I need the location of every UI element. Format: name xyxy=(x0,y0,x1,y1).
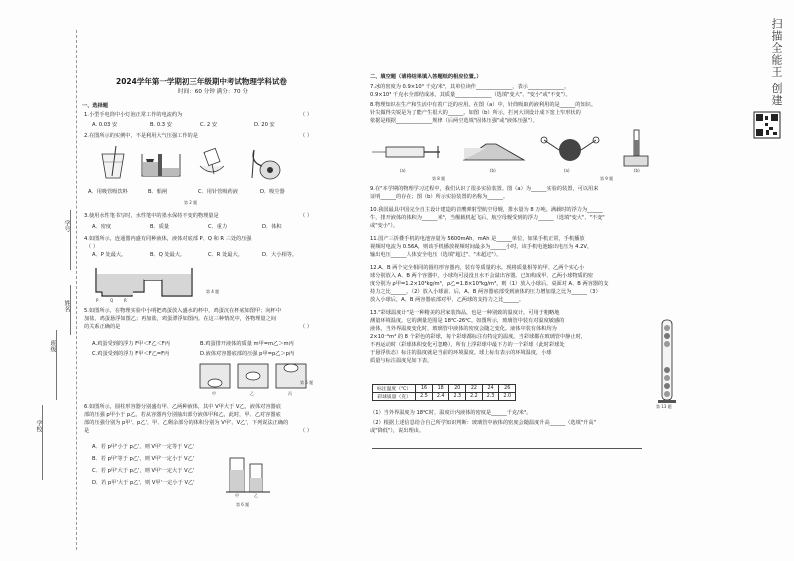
blank-line xyxy=(70,285,71,335)
point-label-p: P xyxy=(96,298,99,303)
section-heading: 二、填空题（请将结果填入答题纸的相应位置。） xyxy=(370,74,482,80)
temperature-mass-table xyxy=(372,384,516,401)
option-d: D．体积 xyxy=(262,224,282,230)
question-5-line: 加盐，鸡蛋悬浮如图乙；再加盐，鸡蛋漂浮如图丙。在这三种情况中，各物理量之间 xyxy=(84,316,276,322)
cup-label-jia: 甲 xyxy=(212,391,216,396)
question-10: 10.我国最具中国完全自主设计建造的首艘弹射型航空母舰，排水量为 8 万吨。满载时的浮力为______ xyxy=(370,207,603,213)
answer-line xyxy=(372,448,642,449)
question-3: 3.使用水性笔书写时，水性笔中的墨水保持不变的物理量是 xyxy=(84,213,219,219)
table-header-cell: 22 xyxy=(466,385,483,393)
question-13-part-1: （1）当外界温度为 18℃时，温度计内液体的密度是______千克/米³。 xyxy=(370,410,532,416)
blank-line xyxy=(42,405,43,480)
subfigure-label: (a) xyxy=(564,168,570,173)
galileo-thermometer-figure xyxy=(654,318,680,404)
question-2: 2.在图所示的实例中，不是利用大气压强工作的是 xyxy=(84,133,198,139)
cylinder-label-jia: 甲 xyxy=(235,493,239,498)
answer-paren: （ ） xyxy=(86,244,99,250)
option-b: B.鸡蛋排开液体的质量 m甲=m乙＞m丙 xyxy=(200,341,294,347)
question-11: 11.国产三折叠手机的电池容量为 5600mAh，mAh 是______单位，如果手机正常，手机播放 xyxy=(370,236,585,242)
figure-caption: 第 5 题 xyxy=(300,380,314,385)
question-6-line: 部的压强 p甲小于 p乙。若从容器内分别抽出部分液体甲和乙，此时，甲、乙对容器底 xyxy=(84,412,281,418)
question-1: 1.小型手电筒中小灯泡正常工作的电流约为 xyxy=(84,112,183,118)
question-12-line: 放入小球后，A、B 两容器底部对甲、乙两球的支持力之比______。 xyxy=(370,297,525,303)
straw-drink-figure xyxy=(92,142,132,182)
table-cell: 2.3 xyxy=(449,393,466,401)
exam-meta: 时间：60 分钟 满分：70 分 xyxy=(178,89,248,95)
option-b: B. 0.3 安 xyxy=(150,122,172,128)
syringe-figure xyxy=(372,142,442,162)
point-label-q: Q xyxy=(110,298,114,303)
cup-label-bing: 丙 xyxy=(288,391,292,396)
table-cell: 2.0 xyxy=(499,393,516,401)
question-8: 8.物理知识在生产和生活中有着广泛的应用。在图（a）中，针筒吸取药液利用的是______的知识。 xyxy=(370,102,597,108)
option-a: A.鸡蛋受到的浮力 F甲＜F乙＜F丙 xyxy=(92,341,170,347)
cylinder-label-yi: 乙 xyxy=(254,493,258,498)
field-student-id: 学号 xyxy=(63,220,70,232)
exam-title: 2024学年第一学期初三年级期中考试物理学科试卷 xyxy=(116,77,287,86)
scanner-watermark: 扫描全能王 创建 xyxy=(770,18,783,107)
blank-line xyxy=(70,210,71,270)
figure-caption: 第 2 题 xyxy=(184,200,198,205)
question-8-line: 针尖做得尖锐是为了能产生很大的______。如图（b）所示，拦河大坝设计成下宽上窄形状的 xyxy=(370,110,581,116)
option-d: D．吸尘器 xyxy=(260,189,285,195)
answer-paren: （ ） xyxy=(300,213,313,219)
magdeburg-figure xyxy=(540,134,600,168)
option-d: D. 20 安 xyxy=(254,122,275,128)
connected-vessel-figure xyxy=(92,262,202,302)
option-d: D.液体对容器底部的压强 p甲=p乙＞p丙 xyxy=(200,351,295,357)
table-cell: 2.5 xyxy=(416,393,433,401)
option-b: B．质量 xyxy=(150,224,170,230)
vacuum-cleaner-figure xyxy=(246,142,286,182)
option-a: A．用吸管吸饮料 xyxy=(88,189,128,195)
question-12: 12.A、B 两个完全相同的圆柱形容器内，装有等质量的水。现将质量相等的甲、乙两个实心小 xyxy=(370,265,585,271)
option-c: C. 2 安 xyxy=(200,122,218,128)
question-7: 7.冰的密度为 0.9×10³ 千克/米³，其单位读作______________，表示______________。 xyxy=(370,84,570,90)
field-school: 学校 xyxy=(35,420,42,432)
dam-figure xyxy=(462,138,526,162)
question-13-line: 测量环境温度。它的测量范围是 18℃-26℃。如图所示，玻璃管中装有对温度敏感的 xyxy=(370,318,565,324)
question-4: 4.如图所示，连通器内盛有同种液体，液体对底部 P、Q 和 R 三处的压强 xyxy=(84,236,252,242)
option-a: A．若 p甲'小于 p乙'，则 V甲'一定等于 V乙' xyxy=(92,444,195,450)
option-b: B．Q 处最大。 xyxy=(150,252,186,258)
option-a: A．密度 xyxy=(92,224,112,230)
option-a: A．P 处最大。 xyxy=(92,252,127,258)
question-11-line: 视频时电流为 0.56A，则该手机播放视频时间最多为______小时。该手机电池输出电压为 4.2V， xyxy=(370,244,593,250)
cylinders-figure xyxy=(226,456,270,496)
egg-cups-figure xyxy=(196,360,310,390)
binding-line xyxy=(76,30,77,550)
question-13-part-2: （2）根据上述信息给合自己所学知识判断：玻璃管中液体的密度会随温度升高______（选填"升高" xyxy=(370,420,596,426)
answer-paren: （ ） xyxy=(300,428,313,434)
option-c: C．用针管吸药液 xyxy=(198,189,238,195)
option-b: B．若 p甲'等于 p乙'，则 V甲'一定小于 V乙' xyxy=(92,456,195,462)
question-13-line: 质量与标注温度见如下表。 xyxy=(370,358,433,364)
table-header-cell: 20 xyxy=(449,385,466,393)
question-9-line: 证明______的存在；图（b）所示实验装置的名称为______。 xyxy=(370,194,509,200)
table-row xyxy=(373,393,516,401)
table-cell: 2.3 xyxy=(482,393,499,401)
question-10-line: 或"变小"）。 xyxy=(370,223,399,229)
blank-line xyxy=(56,330,57,400)
question-9: 9.在"本学期的物理学习过程中，我们认识了很多实验装置。图（a）为______实验的装置，可以用来 xyxy=(370,186,599,192)
field-name: 姓名 xyxy=(63,300,70,312)
syringe-figure xyxy=(192,144,232,182)
question-5-line: 的关系正确的是 xyxy=(84,324,121,330)
table-cell: 2.4 xyxy=(432,393,449,401)
question-13-line: 不再运动时（彩球体积变化可忽略），所有上浮彩球中最下方的一个彩球（此时彩球处 xyxy=(370,342,565,348)
subfigure-label: (b) xyxy=(634,168,640,173)
question-12-line: 球分别放入 A、B 两个容器中，小球均可浸没且水不会溢出容器。已知构成甲、乙两小球物质的密 xyxy=(370,273,594,279)
question-10-line: 牛，排开液体的体积为______米³，当舰载机起飞后，航空母舰受到的浮力______（选填"变大"、"不变" xyxy=(370,215,605,221)
answer-paren: （ ） xyxy=(300,324,313,330)
ship-lock-figure xyxy=(140,148,182,180)
table-header-cell: 标注温度（℃） xyxy=(373,385,416,393)
point-label-r: R xyxy=(124,298,127,303)
table-header-cell: 26 xyxy=(499,385,516,393)
question-12-line: 持力之比______。（2）放入小球前、后，A、B 两容器底部受到液体的压力增加量之比为______（3） xyxy=(370,289,601,295)
question-6-line: 是 xyxy=(84,428,90,434)
question-6: 6.如图所示，圆柱形容器分别盛有甲、乙两种液体，其中 V甲大于 V乙，液体对容器底 xyxy=(84,404,281,410)
figure-caption: 第 13 题 xyxy=(656,404,672,409)
option-c: C．重力 xyxy=(208,224,228,230)
question-12-line: 度分别为 ρ甲=1.2×10³kg/m³，ρ乙=1.8×10³kg/m³。则（1）放入小球后，桌面对 A、B 两容器的支 xyxy=(370,281,609,287)
question-13-line: 液体，当外界温度变化时，玻璃管中液体的密度会随之变化。液体中装有体积均为 xyxy=(370,326,557,332)
figure-caption: 第 4 题 xyxy=(206,289,220,294)
table-header-cell: 24 xyxy=(482,385,499,393)
question-5: 5.如图所示，在物理实验中小明把鸡蛋放入盛水的杯中，鸡蛋沉在杯底如图甲；向杯中 xyxy=(84,308,281,314)
section-heading: 一、选择题 xyxy=(82,103,108,109)
qr-code-icon xyxy=(754,112,780,138)
question-6-line: 部的压强分别为 p甲'、p乙'，甲、乙剩余部分的体积分别为 V甲'、V乙'，下列说法正确的 xyxy=(84,420,289,426)
figure-caption: 第 8 题 xyxy=(432,176,446,181)
question-13-line: 2×10⁻⁶m³ 的 8 个彩色的彩球，每个彩球都标注有特定的温度。当彩球都在玻璃管中静止时， xyxy=(370,334,587,340)
table-row xyxy=(373,385,516,393)
question-13: 13."彩球温度计"是一种精美的居家装饰品，也是一种别致的温度计，可用于粗略地 xyxy=(370,310,560,316)
question-13-part-2-line: 或"降低"），说出理由。 xyxy=(370,428,425,434)
table-cell: 彩球质量（克） xyxy=(373,393,416,401)
subfigure-label: (a) xyxy=(400,168,406,173)
figure-caption: 第 9 题 xyxy=(600,176,614,181)
option-d: D．若 p甲'大于 p乙'，则 V甲'一定小于 V乙' xyxy=(92,480,195,486)
option-c: C．若 p甲'大于 p乙'，则 V甲'一定大于 V乙' xyxy=(92,468,195,474)
option-c: C.鸡蛋受到的浮力 F甲＜F乙=F丙 xyxy=(92,351,170,357)
question-8-line: 依据是根据______________规律（后两空选填"固体压强"或"液体压强"）。 xyxy=(370,118,538,124)
answer-paren: （ ） xyxy=(300,112,313,118)
option-a: A. 0.03 安 xyxy=(92,122,118,128)
subfigure-label: (b) xyxy=(490,168,496,173)
option-d: D．大小相等。 xyxy=(262,252,298,258)
barometer-figure xyxy=(618,128,658,168)
option-b: B．船闸 xyxy=(148,189,168,195)
table-cell: 2.2 xyxy=(466,393,483,401)
answer-paren: （ ） xyxy=(300,133,313,139)
table-header-cell: 18 xyxy=(432,385,449,393)
table-header-cell: 16 xyxy=(416,385,433,393)
option-c: C．R 处最大。 xyxy=(208,252,243,258)
figure-caption: 第 6 题 xyxy=(236,502,250,507)
field-class: 班级 xyxy=(49,340,56,352)
question-13-line: 于悬浮状态）标注的温度就是当前的环境温度。球上标有表示的环境温度，小球 xyxy=(370,350,552,356)
cup-label-yi: 乙 xyxy=(250,391,254,396)
question-11-line: 输出电压______人体安全电压（选填"超过"、"未超过"）。 xyxy=(370,252,502,258)
question-7-line: 0.9×10³ 千克水全部结成冰，其质量______________（选填"变大"、"变小"或"不变"）。 xyxy=(370,92,571,98)
